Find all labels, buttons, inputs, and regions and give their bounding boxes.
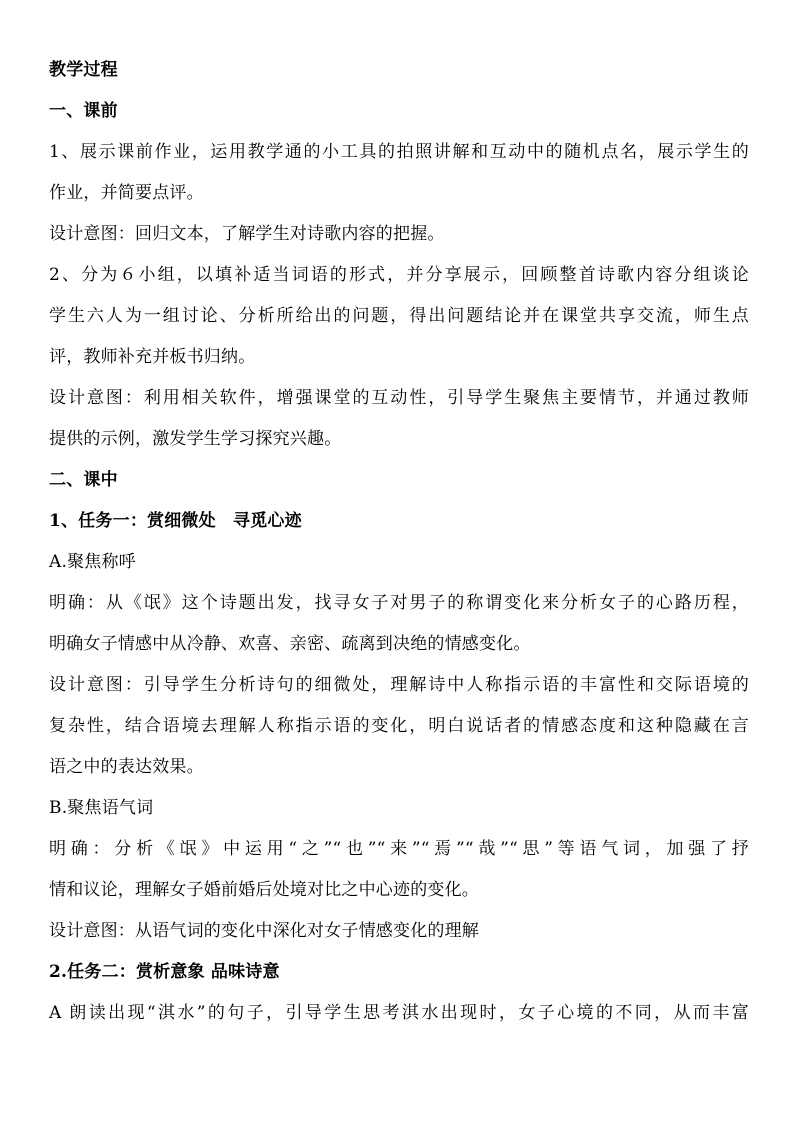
paragraph-line: 明确女子情感中从冷静、欢喜、亲密、疏离到决绝的情感变化。: [49, 634, 531, 654]
paragraph-line: 设计意图：引导学生分析诗句的细微处，理解诗中人称指示语的丰富性和交际语境的: [49, 675, 749, 695]
paragraph-line: A 朗读出现“淇水”的句子，引导学生思考淇水出现时，女子心境的不同，从而丰富: [49, 1003, 749, 1023]
paragraph-line: 明确：分析《氓》中运用“之”“也”“来”“焉”“哉”“思”等语气词，加强了抒: [49, 839, 749, 859]
task-one-heading: 1、任务一：赏细微处 寻觅心迹: [49, 511, 302, 531]
paragraph-line: 提供的示例，激发学生学习探究兴趣。: [49, 429, 342, 449]
paragraph-line: 复杂性，结合语境去理解人称指示语的变化，明白说话者的情感态度和这种隐藏在言: [49, 716, 749, 736]
paragraph-line: 设计意图：从语气词的变化中深化对女子情感变化的理解: [49, 921, 479, 941]
paragraph-line: 明确：从《氓》这个诗题出发，找寻女子对男子的称谓变化来分析女子的心路历程，: [49, 593, 749, 613]
paragraph-line: 作业，并简要点评。: [49, 183, 204, 203]
paragraph-line: 学生六人为一组讨论、分析所给出的问题，得出问题结论并在课堂共享交流，师生点: [49, 306, 749, 326]
paragraph-line: 设计意图：回归文本，了解学生对诗歌内容的把握。: [49, 224, 445, 244]
task-two-heading: 2.任务二：赏析意象 品味诗意: [49, 962, 280, 982]
paragraph-line: 评，教师补充并板书归纳。: [49, 347, 256, 367]
paragraph-line: 2、分为６小组，以填补适当词语的形式，并分享展示，回顾整首诗歌内容分组谈论: [49, 265, 749, 285]
paragraph-line: 情和议论，理解女子婚前婚后处境对比之中心迹的变化。: [49, 880, 479, 900]
doc-title: 教学过程: [49, 60, 118, 80]
section-heading-in-class: 二、课中: [49, 470, 118, 490]
subheading-b: B.聚焦语气词: [49, 798, 154, 818]
paragraph-line: 语之中的表达效果。: [49, 757, 204, 777]
subheading-a: A.聚焦称呼: [49, 552, 136, 572]
paragraph-line: 1、展示课前作业，运用教学通的小工具的拍照讲解和互动中的随机点名，展示学生的: [49, 142, 749, 162]
paragraph-line: 设计意图：利用相关软件，增强课堂的互动性，引导学生聚焦主要情节，并通过教师: [49, 388, 749, 408]
section-heading-pre-class: 一、课前: [49, 101, 118, 121]
document-page: [49, 50, 749, 1034]
